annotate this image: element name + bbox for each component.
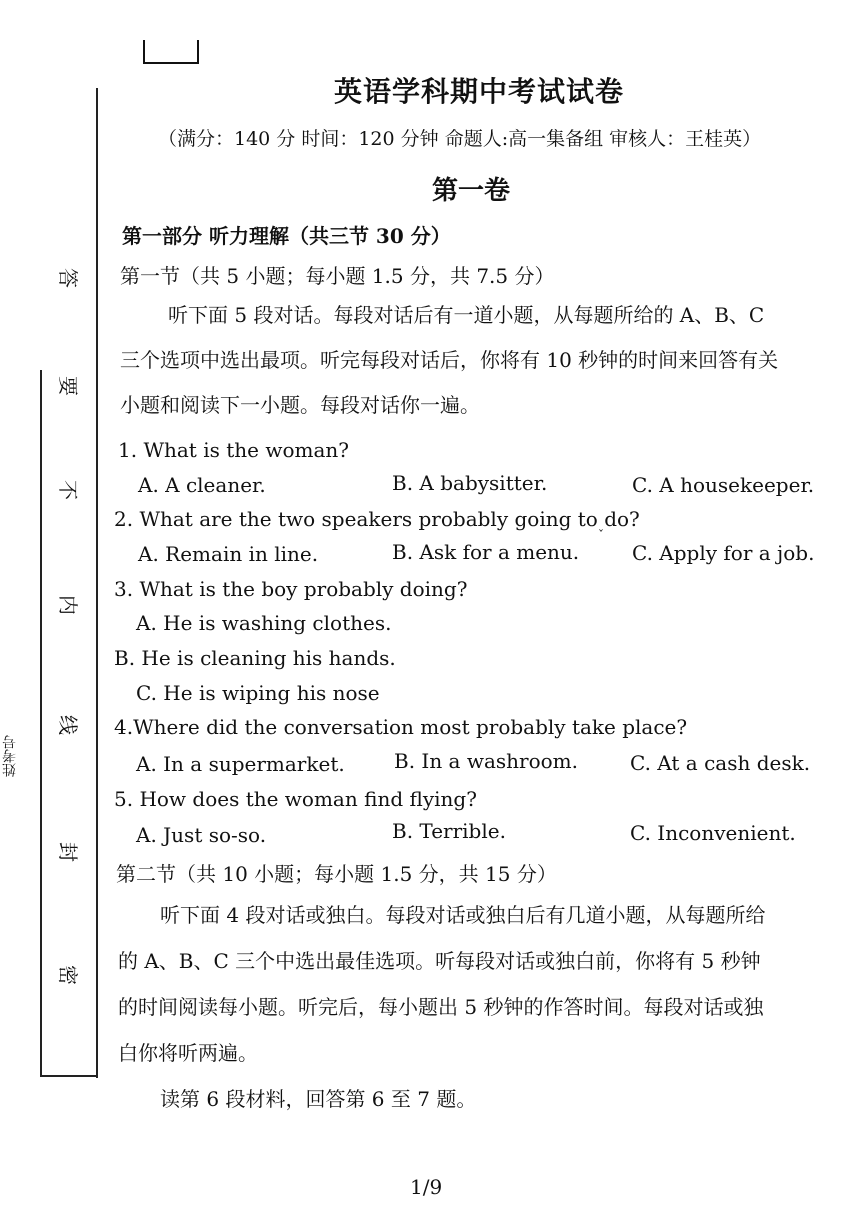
score-box [143,40,199,64]
question-stem: 3. What is the boy probably doing? [114,577,468,601]
seal-char: 不 [56,480,80,500]
volume-title: 第一卷 [432,176,511,206]
binding-line [96,88,98,1078]
question-stem: 2. What are the two speakers probably going to do? [114,507,640,531]
option-c: C. A housekeeper. [632,473,815,497]
question-stem: 4.Where did the conversation most probably take place? [114,715,688,739]
section-heading: 第二节（共 10 小题；每小题 1.5 分，共 15 分） [116,862,557,886]
pen-mark: ˇ [598,528,604,542]
page-number: 1/9 [410,1175,443,1199]
option-a: A. A cleaner. [138,473,266,497]
question-stem: 1. What is the woman? [118,438,349,462]
instruction-line: 小题和阅读下一小题。每段对话你一遍。 [120,393,480,417]
seal-char: 要 [56,376,80,396]
option-c: C. He is wiping his nose [136,681,380,705]
section-heading: 第一节（共 5 小题；每小题 1.5 分，共 7.5 分） [120,264,555,288]
seal-line-bottom [40,1075,98,1077]
option-a: A. In a supermarket. [136,752,345,776]
seal-char: 密 [56,965,80,985]
seal-char: 封 [56,842,80,862]
option-a: A. Just so-so. [136,823,267,847]
option-c: C. At a cash desk. [630,751,811,775]
option-c: C. Apply for a job. [632,541,815,565]
instruction-line: 的 A、B、C 三个中选出最佳选项。听每段对话或独白前，你将有 5 秒钟 [118,949,761,973]
exam-title: 英语学科期中考试试卷 [334,75,625,108]
part-title: 第一部分 听力理解（共三节 30 分） [122,224,451,248]
instruction-line: 听下面 4 段对话或独白。每段对话或独白后有几道小题，从每题所给 [160,903,766,927]
option-a: A. He is washing clothes. [136,611,392,635]
student-id-label: 姓考号 [2,735,18,777]
option-b: B. He is cleaning his hands. [114,646,396,670]
instruction-line: 的时间阅读每小题。听完后，每小题出 5 秒钟的作答时间。每段对话或独 [118,995,764,1019]
exam-info: （满分：140 分 时间：120 分钟 命题人:高一集备组 审核人：王桂英） [158,128,762,150]
seal-char: 答 [56,268,80,288]
seal-char: 线 [56,715,80,735]
option-b: B. In a washroom. [394,749,578,773]
seal-line [40,370,42,1075]
read-prompt: 读第 6 段材料，回答第 6 至 7 题。 [160,1087,477,1111]
seal-char: 内 [56,595,80,615]
option-b: B. Ask for a menu. [392,540,580,564]
instruction-line: 听下面 5 段对话。每段对话后有一道小题，从每题所给的 A、B、C [168,303,765,327]
option-a: A. Remain in line. [138,542,319,566]
option-b: B. A babysitter. [392,471,548,495]
instruction-line: 白你将听两遍。 [118,1041,258,1065]
option-b: B. Terrible. [392,819,506,843]
question-stem: 5. How does the woman find flying? [114,787,477,811]
instruction-line: 三个选项中选出最项。听完每段对话后，你将有 10 秒钟的时间来回答有关 [120,348,779,372]
option-c: C. Inconvenient. [630,821,796,845]
